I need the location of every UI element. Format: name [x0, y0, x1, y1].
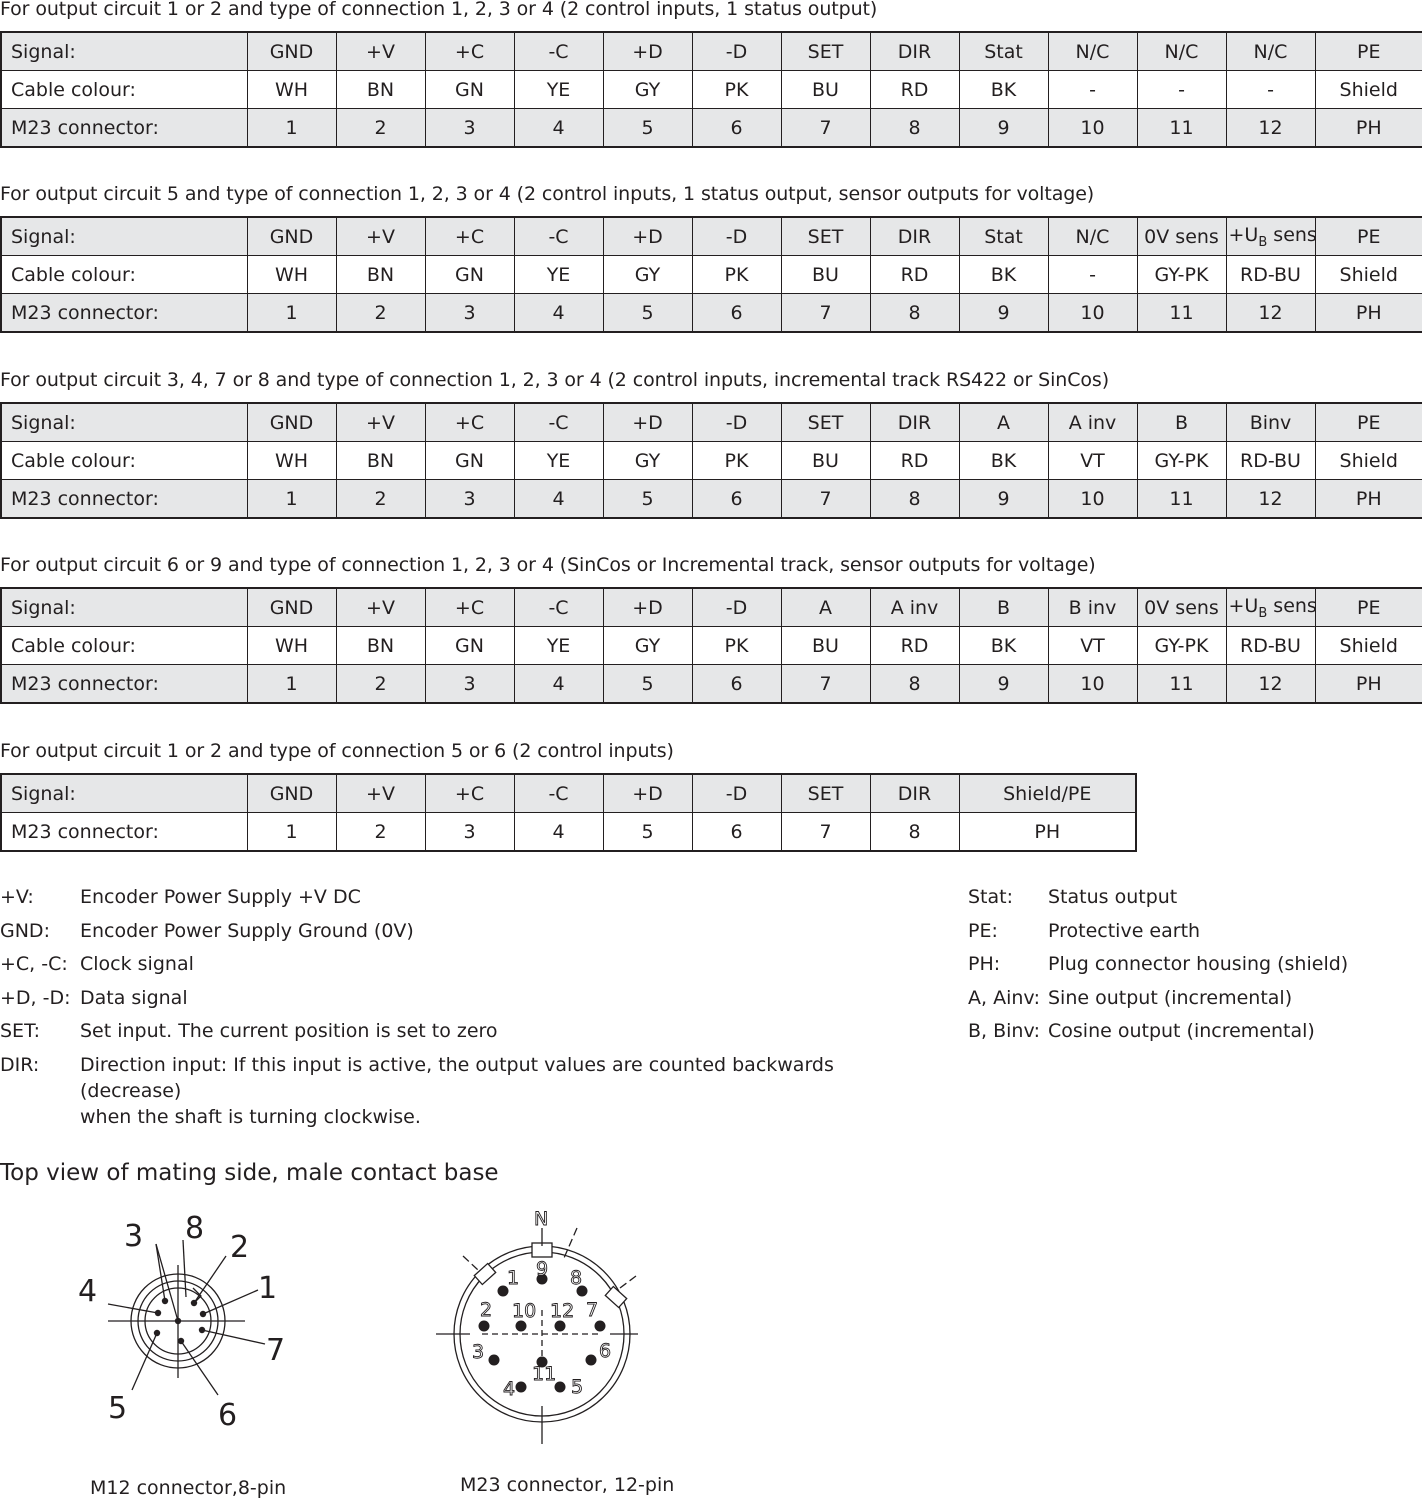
table-cell: GY [603, 71, 692, 109]
m12-pin-label: 5 [108, 1391, 128, 1426]
table-cell: SET [781, 32, 870, 71]
m23-pin-label: 9 [536, 1258, 549, 1280]
legend-value: Protective earth [1048, 919, 1201, 942]
m12-pin-7 [199, 1327, 205, 1333]
row-label: M23 connector: [1, 109, 247, 148]
table-cell: BK [959, 442, 1048, 480]
m23-connector-diagram [430, 1200, 660, 1450]
table-cell: N/C [1048, 32, 1137, 71]
m23-pin-label: 12 [550, 1300, 575, 1322]
table-cell: 3 [425, 480, 514, 519]
table-cell: 2 [336, 665, 425, 704]
table-cell: RD [870, 442, 959, 480]
legend-item [0, 884, 900, 910]
table-cell: PE [1315, 403, 1422, 442]
m12-pin-label: 8 [185, 1211, 205, 1246]
table-caption: For output circuit 6 or 9 and type of connection 1, 2, 3 or 4 (SinCos or Incremental track, sensor outputs for voltage) [0, 554, 1096, 576]
table-cell: 5 [603, 813, 692, 852]
legend-value: Cosine output (incremental) [1048, 1020, 1315, 1043]
table-cell: RD-BU [1226, 442, 1315, 480]
table-row [1, 217, 1422, 256]
table-cell: Shield [1315, 442, 1422, 480]
legend-value: Data signal [80, 986, 188, 1009]
table-cell: PH [1315, 109, 1422, 148]
pinout-table [0, 31, 1422, 148]
pinout-table [0, 216, 1422, 333]
table-cell: B [1137, 403, 1226, 442]
row-label: Cable colour: [1, 442, 247, 480]
table-cell: - [1048, 256, 1137, 294]
table-cell: 5 [603, 109, 692, 148]
row-label: Cable colour: [1, 256, 247, 294]
legend-item [0, 1052, 900, 1130]
m12-pin-6 [178, 1338, 184, 1344]
m23-pin-label: 1 [507, 1267, 520, 1289]
m12-pin-5 [154, 1330, 160, 1336]
table-cell: 10 [1048, 109, 1137, 148]
table-cell: YE [514, 256, 603, 294]
legend-key: PE: [968, 919, 998, 942]
table-cell: DIR [870, 217, 959, 256]
table-row [1, 294, 1422, 333]
table-cell: BU [781, 442, 870, 480]
table-cell: +V [336, 217, 425, 256]
table-cell: 4 [514, 480, 603, 519]
table-cell: GY [603, 442, 692, 480]
table-cell: 9 [959, 665, 1048, 704]
table-cell: 4 [514, 813, 603, 852]
table-cell: 10 [1048, 665, 1137, 704]
table-cell: +C [425, 403, 514, 442]
table-row [1, 774, 1136, 813]
table-cell: -C [514, 217, 603, 256]
table-cell: BN [336, 442, 425, 480]
m12-pin-label: 3 [124, 1219, 144, 1254]
table-cell: BK [959, 256, 1048, 294]
pinout-table [0, 587, 1422, 704]
legend-value: Sine output (incremental) [1048, 986, 1293, 1009]
table-cell: PK [692, 71, 781, 109]
table-cell: 3 [425, 294, 514, 333]
table-cell: 8 [870, 665, 959, 704]
table-cell: -D [692, 403, 781, 442]
table-cell: +D [603, 32, 692, 71]
m23-pin-label: 7 [586, 1299, 599, 1321]
table-cell: WH [247, 442, 336, 480]
table-cell: +D [603, 403, 692, 442]
table-cell: $+U_B$ sens [1226, 217, 1315, 256]
m23-pin-label: 3 [472, 1341, 485, 1363]
legend-key: +C, -C: [0, 953, 68, 976]
table-cell: 6 [692, 813, 781, 852]
table-cell: -C [514, 774, 603, 813]
table-cell: A inv [1048, 403, 1137, 442]
table-cell: BN [336, 627, 425, 665]
table-caption: For output circuit 5 and type of connection 1, 2, 3 or 4 (2 control inputs, 1 status output, sensor outputs for voltage) [0, 183, 1095, 205]
table-cell: WH [247, 71, 336, 109]
row-label: Signal: [1, 32, 247, 71]
table-cell: +C [425, 588, 514, 627]
table-row [1, 588, 1422, 627]
table-cell: GND [247, 32, 336, 71]
table-cell: B inv [1048, 588, 1137, 627]
m23-caption: M23 connector, 12-pin [460, 1474, 675, 1496]
table-cell: 12 [1226, 294, 1315, 333]
legend-item [0, 1018, 900, 1044]
table-cell: 8 [870, 294, 959, 333]
table-cell: Stat [959, 32, 1048, 71]
table-cell: PE [1315, 217, 1422, 256]
table-cell: - [1226, 71, 1315, 109]
table-cell: 10 [1048, 480, 1137, 519]
table-cell: 9 [959, 294, 1048, 333]
table-cell: DIR [870, 403, 959, 442]
table-cell: 8 [870, 109, 959, 148]
m12-pin-label: 7 [266, 1333, 286, 1368]
table-cell: +C [425, 217, 514, 256]
table-cell: +D [603, 588, 692, 627]
table-cell: 7 [781, 480, 870, 519]
table-cell: GND [247, 403, 336, 442]
table-cell: BU [781, 256, 870, 294]
table-cell: 3 [425, 813, 514, 852]
legend-value: Encoder Power Supply +V DC [80, 886, 361, 908]
table-cell: 4 [514, 665, 603, 704]
table-cell: GY-PK [1137, 256, 1226, 294]
legend-item [968, 951, 1408, 977]
table-cell: SET [781, 217, 870, 256]
legend-item [968, 884, 1408, 910]
m12-caption: M12 connector,8-pin [90, 1477, 287, 1499]
row-label: M23 connector: [1, 294, 247, 333]
legend-key: A, Ainv: [968, 986, 1041, 1009]
legend-key: DIR: [0, 1053, 40, 1076]
legend-item [968, 985, 1408, 1011]
table-cell: GN [425, 627, 514, 665]
m23-pin-12 [555, 1321, 566, 1332]
table-cell: PH [959, 813, 1136, 852]
table-cell: 9 [959, 109, 1048, 148]
table-cell: N/C [1048, 217, 1137, 256]
m23-key-mark: N [534, 1208, 549, 1230]
table-cell: -C [514, 32, 603, 71]
table-cell: 3 [425, 109, 514, 148]
table-cell: Shield [1315, 256, 1422, 294]
legend-value: Direction input: If this input is active, the output values are counted backwards (decrease) when the shaft is turning clockwise. [80, 1053, 834, 1128]
table-cell: 2 [336, 480, 425, 519]
legend-key: +D, -D: [0, 986, 71, 1009]
row-label: Cable colour: [1, 627, 247, 665]
table-cell: $+U_B$ sens [1226, 588, 1315, 627]
table-cell: 6 [692, 109, 781, 148]
table-cell: YE [514, 627, 603, 665]
table-cell: PH [1315, 294, 1422, 333]
table-cell: +C [425, 32, 514, 71]
table-cell: 3 [425, 665, 514, 704]
table-row [1, 256, 1422, 294]
table-cell: 7 [781, 294, 870, 333]
table-cell: DIR [870, 774, 959, 813]
table-cell: DIR [870, 32, 959, 71]
table-cell: PH [1315, 665, 1422, 704]
table-row [1, 109, 1422, 148]
table-cell: GND [247, 588, 336, 627]
table-cell: -C [514, 403, 603, 442]
table-cell: Shield/PE [959, 774, 1136, 813]
table-cell: +D [603, 217, 692, 256]
view-heading: Top view of mating side, male contact base [0, 1160, 499, 1186]
table-cell: 4 [514, 109, 603, 148]
table-cell: A inv [870, 588, 959, 627]
table-cell: GY-PK [1137, 442, 1226, 480]
table-cell: RD [870, 256, 959, 294]
table-cell: BU [781, 627, 870, 665]
table-cell: VT [1048, 627, 1137, 665]
table-row [1, 665, 1422, 704]
table-cell: 1 [247, 109, 336, 148]
m12-pin-8 [175, 1318, 181, 1324]
table-cell: Shield [1315, 71, 1422, 109]
m23-pin-label: 5 [571, 1376, 584, 1398]
table-cell: BN [336, 256, 425, 294]
m23-pin-4 [516, 1382, 527, 1393]
row-label: Cable colour: [1, 71, 247, 109]
table-cell: WH [247, 627, 336, 665]
m12-pin-label: 2 [230, 1230, 250, 1265]
table-cell: 12 [1226, 665, 1315, 704]
table-cell: N/C [1226, 32, 1315, 71]
legend-item [0, 951, 900, 977]
table-caption: For output circuit 1 or 2 and type of connection 5 or 6 (2 control inputs) [0, 740, 674, 762]
table-cell: -D [692, 588, 781, 627]
table-row [1, 627, 1422, 665]
table-cell: 1 [247, 294, 336, 333]
table-cell: GND [247, 774, 336, 813]
table-cell: -D [692, 774, 781, 813]
table-cell: GN [425, 256, 514, 294]
legend-key: Stat: [968, 886, 1014, 908]
table-cell: 10 [1048, 294, 1137, 333]
table-cell: 0V sens [1137, 217, 1226, 256]
table-cell: SET [781, 774, 870, 813]
m12-pin-4 [155, 1310, 161, 1316]
table-cell: -C [514, 588, 603, 627]
table-cell: +V [336, 588, 425, 627]
table-cell: 8 [870, 813, 959, 852]
table-cell: 6 [692, 480, 781, 519]
legend-item [968, 1018, 1408, 1044]
table-cell: B [959, 588, 1048, 627]
table-cell: RD-BU [1226, 256, 1315, 294]
m23-pin-7 [595, 1321, 606, 1332]
table-cell: PE [1315, 588, 1422, 627]
table-cell: SET [781, 403, 870, 442]
table-cell: GND [247, 217, 336, 256]
row-label: M23 connector: [1, 480, 247, 519]
legend-value: Encoder Power Supply Ground (0V) [80, 919, 414, 942]
table-cell: RD-BU [1226, 627, 1315, 665]
table-cell: PK [692, 627, 781, 665]
table-cell: GN [425, 71, 514, 109]
legend-value: Status output [1048, 886, 1178, 908]
table-cell: N/C [1137, 32, 1226, 71]
pinout-table [0, 773, 1137, 852]
table-cell: PH [1315, 480, 1422, 519]
m12-pin-2 [191, 1300, 197, 1306]
table-cell: 2 [336, 109, 425, 148]
legend-key: B, Binv: [968, 1020, 1041, 1043]
table-cell: WH [247, 256, 336, 294]
row-label: Signal: [1, 588, 247, 627]
legend-value: Clock signal [80, 953, 194, 976]
table-cell: PK [692, 442, 781, 480]
table-cell: BK [959, 71, 1048, 109]
table-cell: BN [336, 71, 425, 109]
row-label: Signal: [1, 217, 247, 256]
table-cell: 0V sens [1137, 588, 1226, 627]
pinout-table [0, 402, 1422, 519]
table-cell: GY-PK [1137, 627, 1226, 665]
legend-key: GND: [0, 919, 50, 942]
table-cell: +D [603, 774, 692, 813]
legend-key: +V: [0, 886, 34, 908]
table-cell: +C [425, 774, 514, 813]
legend-right [968, 884, 1408, 1052]
m23-pin-label: 11 [532, 1363, 557, 1385]
table-cell: +V [336, 403, 425, 442]
table-cell: 12 [1226, 109, 1315, 148]
m23-pin-label: 6 [599, 1340, 612, 1362]
row-label: Signal: [1, 403, 247, 442]
table-cell: 7 [781, 813, 870, 852]
m23-pin-10 [516, 1321, 527, 1332]
m12-pin-label: 1 [258, 1271, 278, 1306]
table-cell: - [1048, 71, 1137, 109]
table-cell: 5 [603, 480, 692, 519]
m23-pin-label: 10 [512, 1300, 537, 1322]
table-cell: 12 [1226, 480, 1315, 519]
legend-key: SET: [0, 1020, 40, 1043]
table-cell: 7 [781, 665, 870, 704]
table-cell: YE [514, 442, 603, 480]
row-label: M23 connector: [1, 665, 247, 704]
table-cell: 9 [959, 480, 1048, 519]
table-row [1, 403, 1422, 442]
table-cell: 11 [1137, 109, 1226, 148]
table-caption: For output circuit 1 or 2 and type of connection 1, 2, 3 or 4 (2 control inputs, 1 status output) [0, 0, 878, 20]
m12-pin-label: 6 [218, 1398, 238, 1433]
table-cell: 8 [870, 480, 959, 519]
m23-pin-label: 8 [570, 1267, 583, 1289]
m12-pin-1 [200, 1311, 206, 1317]
m23-pin-3 [489, 1355, 500, 1366]
table-cell: 11 [1137, 480, 1226, 519]
table-row [1, 71, 1422, 109]
table-cell: -D [692, 217, 781, 256]
table-row [1, 813, 1136, 852]
table-cell: 1 [247, 665, 336, 704]
legend-value: Set input. The current position is set to zero [80, 1020, 498, 1043]
table-cell: 1 [247, 480, 336, 519]
table-cell: 2 [336, 813, 425, 852]
table-cell: PK [692, 256, 781, 294]
table-cell: RD [870, 71, 959, 109]
m23-pin-label: 4 [503, 1378, 516, 1400]
table-caption: For output circuit 3, 4, 7 or 8 and type of connection 1, 2, 3 or 4 (2 control inputs, incremental track RS422 or SinCos) [0, 369, 1110, 391]
table-cell: GY [603, 627, 692, 665]
table-cell: VT [1048, 442, 1137, 480]
table-cell: 2 [336, 294, 425, 333]
table-cell: 7 [781, 109, 870, 148]
table-cell: Stat [959, 217, 1048, 256]
table-cell: PE [1315, 32, 1422, 71]
table-cell: 6 [692, 665, 781, 704]
table-cell: 4 [514, 294, 603, 333]
legend-value: Plug connector housing (shield) [1048, 953, 1349, 976]
m23-pin-label: 2 [480, 1299, 493, 1321]
table-cell: BU [781, 71, 870, 109]
table-cell: 6 [692, 294, 781, 333]
table-cell: 5 [603, 294, 692, 333]
legend-item [0, 918, 900, 944]
table-cell: RD [870, 627, 959, 665]
table-cell: Shield [1315, 627, 1422, 665]
m12-pin-3 [162, 1298, 168, 1304]
legend-left [0, 884, 900, 1138]
table-cell: 11 [1137, 665, 1226, 704]
table-cell: A [959, 403, 1048, 442]
table-row [1, 442, 1422, 480]
legend-key: PH: [968, 953, 1001, 976]
table-row [1, 32, 1422, 71]
legend-item [968, 918, 1408, 944]
m12-pin-label: 4 [78, 1274, 98, 1309]
legend-item [0, 985, 900, 1011]
table-row [1, 480, 1422, 519]
table-cell: GY [603, 256, 692, 294]
row-label: M23 connector: [1, 813, 247, 852]
table-cell: 11 [1137, 294, 1226, 333]
row-label: Signal: [1, 774, 247, 813]
m12-connector-diagram [60, 1200, 300, 1440]
table-cell: -D [692, 32, 781, 71]
table-cell: +V [336, 774, 425, 813]
table-cell: 5 [603, 665, 692, 704]
table-cell: Binv [1226, 403, 1315, 442]
table-cell: 1 [247, 813, 336, 852]
table-cell: YE [514, 71, 603, 109]
table-cell: +V [336, 32, 425, 71]
table-cell: - [1137, 71, 1226, 109]
table-cell: BK [959, 627, 1048, 665]
table-cell: A [781, 588, 870, 627]
m23-pin-6 [586, 1355, 597, 1366]
m23-pin-2 [479, 1321, 490, 1332]
table-cell: GN [425, 442, 514, 480]
